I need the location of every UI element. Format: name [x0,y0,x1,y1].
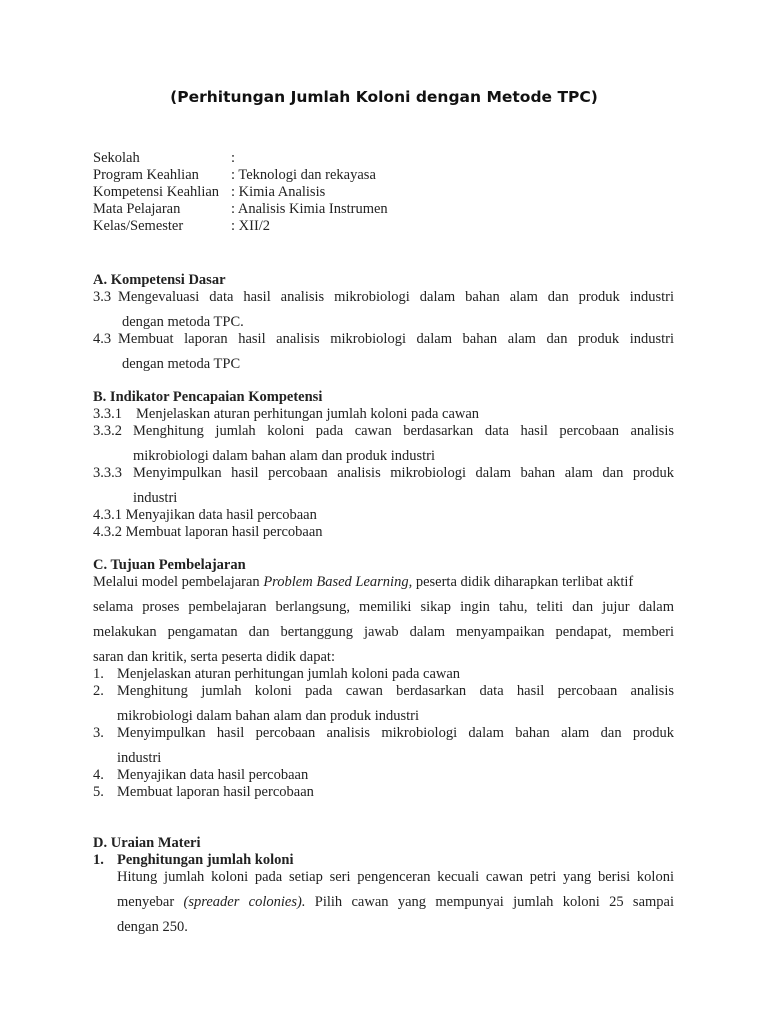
section-d-sub-heading: Penghitungan jumlah koloni [117,852,294,868]
section-c-item-continuation: industri [117,750,162,766]
section-b-item-text: Menghitung jumlah koloni pada cawan berdasarkan data hasil percobaan analisis [133,423,674,439]
section-c-heading: C. Tujuan Pembelajaran [93,557,246,573]
info-label-program: Program Keahlian [93,167,199,183]
section-d-sub-num: 1. [93,852,104,868]
section-a-item-num: 4.3 [93,331,112,347]
section-c-item-text: Menyajikan data hasil percobaan [117,767,309,783]
section-c-item-continuation: mikrobiologi dalam bahan alam dan produk industri [117,708,420,724]
section-a-item-continuation: dengan metoda TPC. [122,314,244,330]
section-a-heading: A. Kompetensi Dasar [93,272,226,288]
section-d-text: menyebar [117,894,184,910]
section-c-text: peserta didik diharapkan terlibat aktif [412,574,634,590]
section-b-item-num: 3.3.1 [93,406,122,422]
info-label-sekolah: Sekolah [93,150,140,166]
section-c-item-text: Menghitung jumlah koloni pada cawan berdasarkan data hasil percobaan analisis [117,683,674,699]
section-b-item-text: Menyimpulkan hasil percobaan analisis mikrobiologi dalam bahan alam dan produk [133,465,674,481]
section-a-item-text: Mengevaluasi data hasil analisis mikrobiologi dalam bahan alam dan produk industri [118,289,674,305]
section-b-item-text: Menjelaskan aturan perhitungan jumlah koloni pada cawan [136,406,480,422]
section-d-paragraph-line [117,894,674,911]
info-value-kelas: : XII/2 [231,218,271,234]
section-c-italic-term: Problem Based Learning, [263,574,413,590]
section-d-paragraph-line: Hitung jumlah koloni pada setiap seri pengenceran kecuali cawan petri yang berisi koloni [117,869,674,885]
section-b-item-continuation: mikrobiologi dalam bahan alam dan produk industri [133,448,436,464]
section-c-paragraph-line [93,574,633,591]
info-label-kelas: Kelas/Semester [93,218,184,234]
section-a-item-text: Membuat laporan hasil analisis mikrobiologi dalam bahan alam dan produk industri [118,331,674,347]
section-c-item-num: 3. [93,725,104,741]
section-c-item-num: 2. [93,683,104,699]
section-c-item-num: 5. [93,784,104,800]
section-a-item-num: 3.3 [93,289,112,305]
section-b-item-continuation: industri [133,490,178,506]
section-d-heading: D. Uraian Materi [93,835,201,851]
section-c-item-text: Menjelaskan aturan perhitungan jumlah koloni pada cawan [117,666,461,682]
section-d-italic-term: (spreader colonies). [183,894,306,910]
section-b-heading: B. Indikator Pencapaian Kompetensi [93,389,323,405]
section-d-paragraph-line: dengan 250. [117,919,188,935]
page-title: (Perhitungan Jumlah Koloni dengan Metode TPC) [170,88,598,106]
info-value-kompetensi: : Kimia Analisis [231,184,326,200]
section-b-item: 4.3.2 Membuat laporan hasil percobaan [93,524,323,540]
section-c-paragraph-line: saran dan kritik, serta peserta didik dapat: [93,649,335,665]
section-a-item-continuation: dengan metoda TPC [122,356,241,372]
section-c-paragraph-line: selama proses pembelajaran berlangsung, memiliki sikap ingin tahu, teliti dan jujur dalam [93,599,674,615]
info-label-mapel: Mata Pelajaran [93,201,181,217]
section-c-item-text: Menyimpulkan hasil percobaan analisis mikrobiologi dalam bahan alam dan produk [117,725,674,741]
info-value-sekolah: : [231,150,236,166]
section-c-item-text: Membuat laporan hasil percobaan [117,784,314,800]
info-value-program: : Teknologi dan rekayasa [231,167,376,183]
section-c-item-num: 1. [93,666,104,682]
info-value-mapel: : Analisis Kimia Instrumen [231,201,388,217]
section-b-item-num: 3.3.2 [93,423,122,439]
section-d-text: Pilih cawan yang mempunyai jumlah koloni 25 sampai [305,894,675,910]
section-b-item-num: 3.3.3 [93,465,122,481]
section-c-text: Melalui model pembelajaran [93,574,264,590]
info-label-kompetensi: Kompetensi Keahlian [93,184,220,200]
section-c-item-num: 4. [93,767,104,783]
section-b-item: 4.3.1 Menyajikan data hasil percobaan [93,507,317,523]
section-c-paragraph-line: melakukan pengamatan dan bertanggung jawab dalam menyampaikan pendapat, memberi [93,624,674,640]
